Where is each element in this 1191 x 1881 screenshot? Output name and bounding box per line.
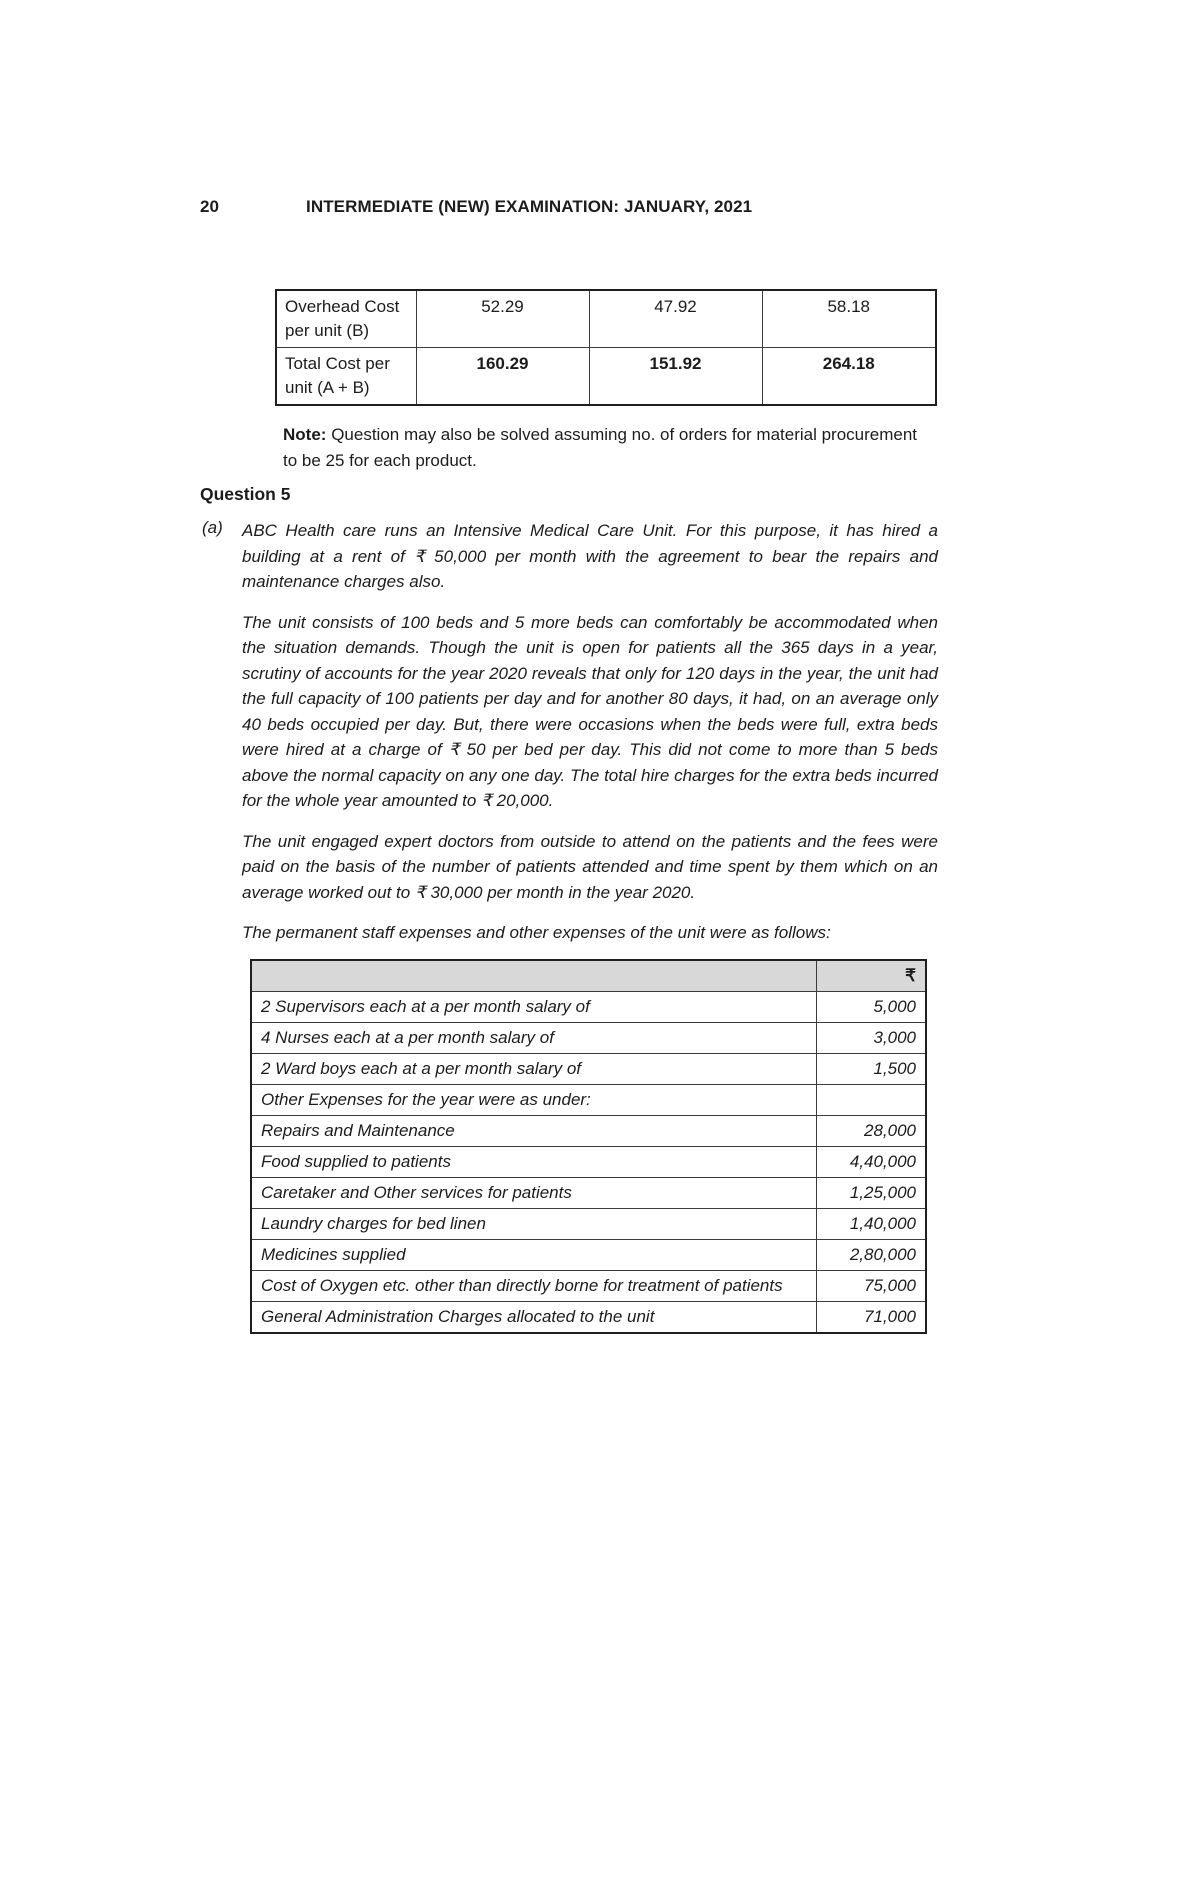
part-label: (a) — [202, 518, 223, 537]
paragraph: ABC Health care runs an Intensive Medical Care Unit. For this purpose, it has hired a building at a rent of ₹ 50,000 per month with the agreement to bear the repairs and maintenance charges also. — [242, 521, 938, 591]
expense-value-cell: 3,000 — [816, 1022, 926, 1053]
table-row — [276, 290, 936, 348]
table-row — [251, 1177, 926, 1208]
expense-label-cell: Cost of Oxygen etc. other than directly borne for treatment of patients — [251, 1270, 816, 1301]
question-heading: Question 5 — [200, 484, 291, 504]
currency-header-cell: ₹ — [816, 960, 926, 992]
page-title: INTERMEDIATE (NEW) EXAMINATION: JANUARY, 2021 — [306, 197, 753, 216]
cost-value-cell: 58.18 — [762, 290, 936, 348]
table-row — [251, 1115, 926, 1146]
note-paragraph — [283, 422, 935, 474]
cost-summary-table — [275, 289, 937, 406]
expense-label-cell: 2 Supervisors each at a per month salary of — [251, 991, 816, 1022]
expense-value-cell: 2,80,000 — [816, 1239, 926, 1270]
expense-value-cell: 1,25,000 — [816, 1177, 926, 1208]
expense-label-cell: Laundry charges for bed linen — [251, 1208, 816, 1239]
expense-label-cell: Repairs and Maintenance — [251, 1115, 816, 1146]
table-row — [251, 1301, 926, 1333]
cost-row-label-cell: Overhead Cost per unit (B) — [276, 290, 416, 348]
cost-value-cell: 52.29 — [416, 290, 589, 348]
cost-value-cell: 47.92 — [589, 290, 762, 348]
expense-value-cell: 71,000 — [816, 1301, 926, 1333]
expense-value-cell — [816, 1084, 926, 1115]
cost-value-cell: 151.92 — [589, 348, 762, 406]
expense-value-cell: 1,500 — [816, 1053, 926, 1084]
note-text: Question may also be solved assuming no. of orders for material procurement to be 25 for each product. — [283, 425, 918, 470]
cost-value-cell: 264.18 — [762, 348, 936, 406]
cost-row-label-cell: Total Cost per unit (A + B) — [276, 348, 416, 406]
expense-value-cell: 1,40,000 — [816, 1208, 926, 1239]
note-label: Note: — [283, 425, 327, 444]
expense-value-cell: 4,40,000 — [816, 1146, 926, 1177]
table-row — [251, 1239, 926, 1270]
table-row — [251, 1270, 926, 1301]
expenses-table — [250, 959, 927, 1334]
expense-label-cell: Other Expenses for the year were as under: — [251, 1084, 816, 1115]
question-part-a — [202, 518, 938, 946]
cost-value-cell: 160.29 — [416, 348, 589, 406]
paragraph: The unit engaged expert doctors from outside to attend on the patients and the fees were paid on the basis of the number of patients attended and time spent by them which on an average worked out to ₹ 30,000 per month in the year 2020. — [242, 831, 938, 902]
expense-label-cell: Caretaker and Other services for patients — [251, 1177, 816, 1208]
expense-value-cell: 5,000 — [816, 991, 926, 1022]
page-number: 20 — [200, 197, 219, 216]
expense-label-cell: Medicines supplied — [251, 1239, 816, 1270]
table-row — [251, 1146, 926, 1177]
table-row — [251, 1022, 926, 1053]
page-header — [0, 197, 1191, 219]
paragraph: The permanent staff expenses and other expenses of the unit were as follows: — [242, 923, 831, 942]
table-row — [251, 991, 926, 1022]
expense-value-cell: 28,000 — [816, 1115, 926, 1146]
expense-header-empty-cell — [251, 960, 816, 992]
expense-label-cell: Food supplied to patients — [251, 1146, 816, 1177]
expense-label-cell: 2 Ward boys each at a per month salary of — [251, 1053, 816, 1084]
expense-label-cell: General Administration Charges allocated to the unit — [251, 1301, 816, 1333]
paragraph: The unit consists of 100 beds and 5 more beds can comfortably be accommodated when the situation demands. Though the unit is open for patients all the 365 days in a year, scrutiny of accounts for the year 2020 reveals that only for 120 days in the year, the unit had the full capacity of 100 patients per day and for another 80 days, it had, on an average only 40 beds occupied per day. But, there were occasions when the beds were full, extra beds were hired at a charge of ₹ 50 per bed per day. This did not come to more than 5 beds above the normal capacity on any one day. The total hire charges for the extra beds incurred for the whole year amounted to ₹ 20,000. — [242, 612, 938, 810]
table-row — [276, 348, 936, 406]
expense-value-cell: 75,000 — [816, 1270, 926, 1301]
table-row — [251, 1053, 926, 1084]
table-row — [251, 1084, 926, 1115]
table-header-row — [251, 960, 926, 992]
table-row — [251, 1208, 926, 1239]
expense-label-cell: 4 Nurses each at a per month salary of — [251, 1022, 816, 1053]
